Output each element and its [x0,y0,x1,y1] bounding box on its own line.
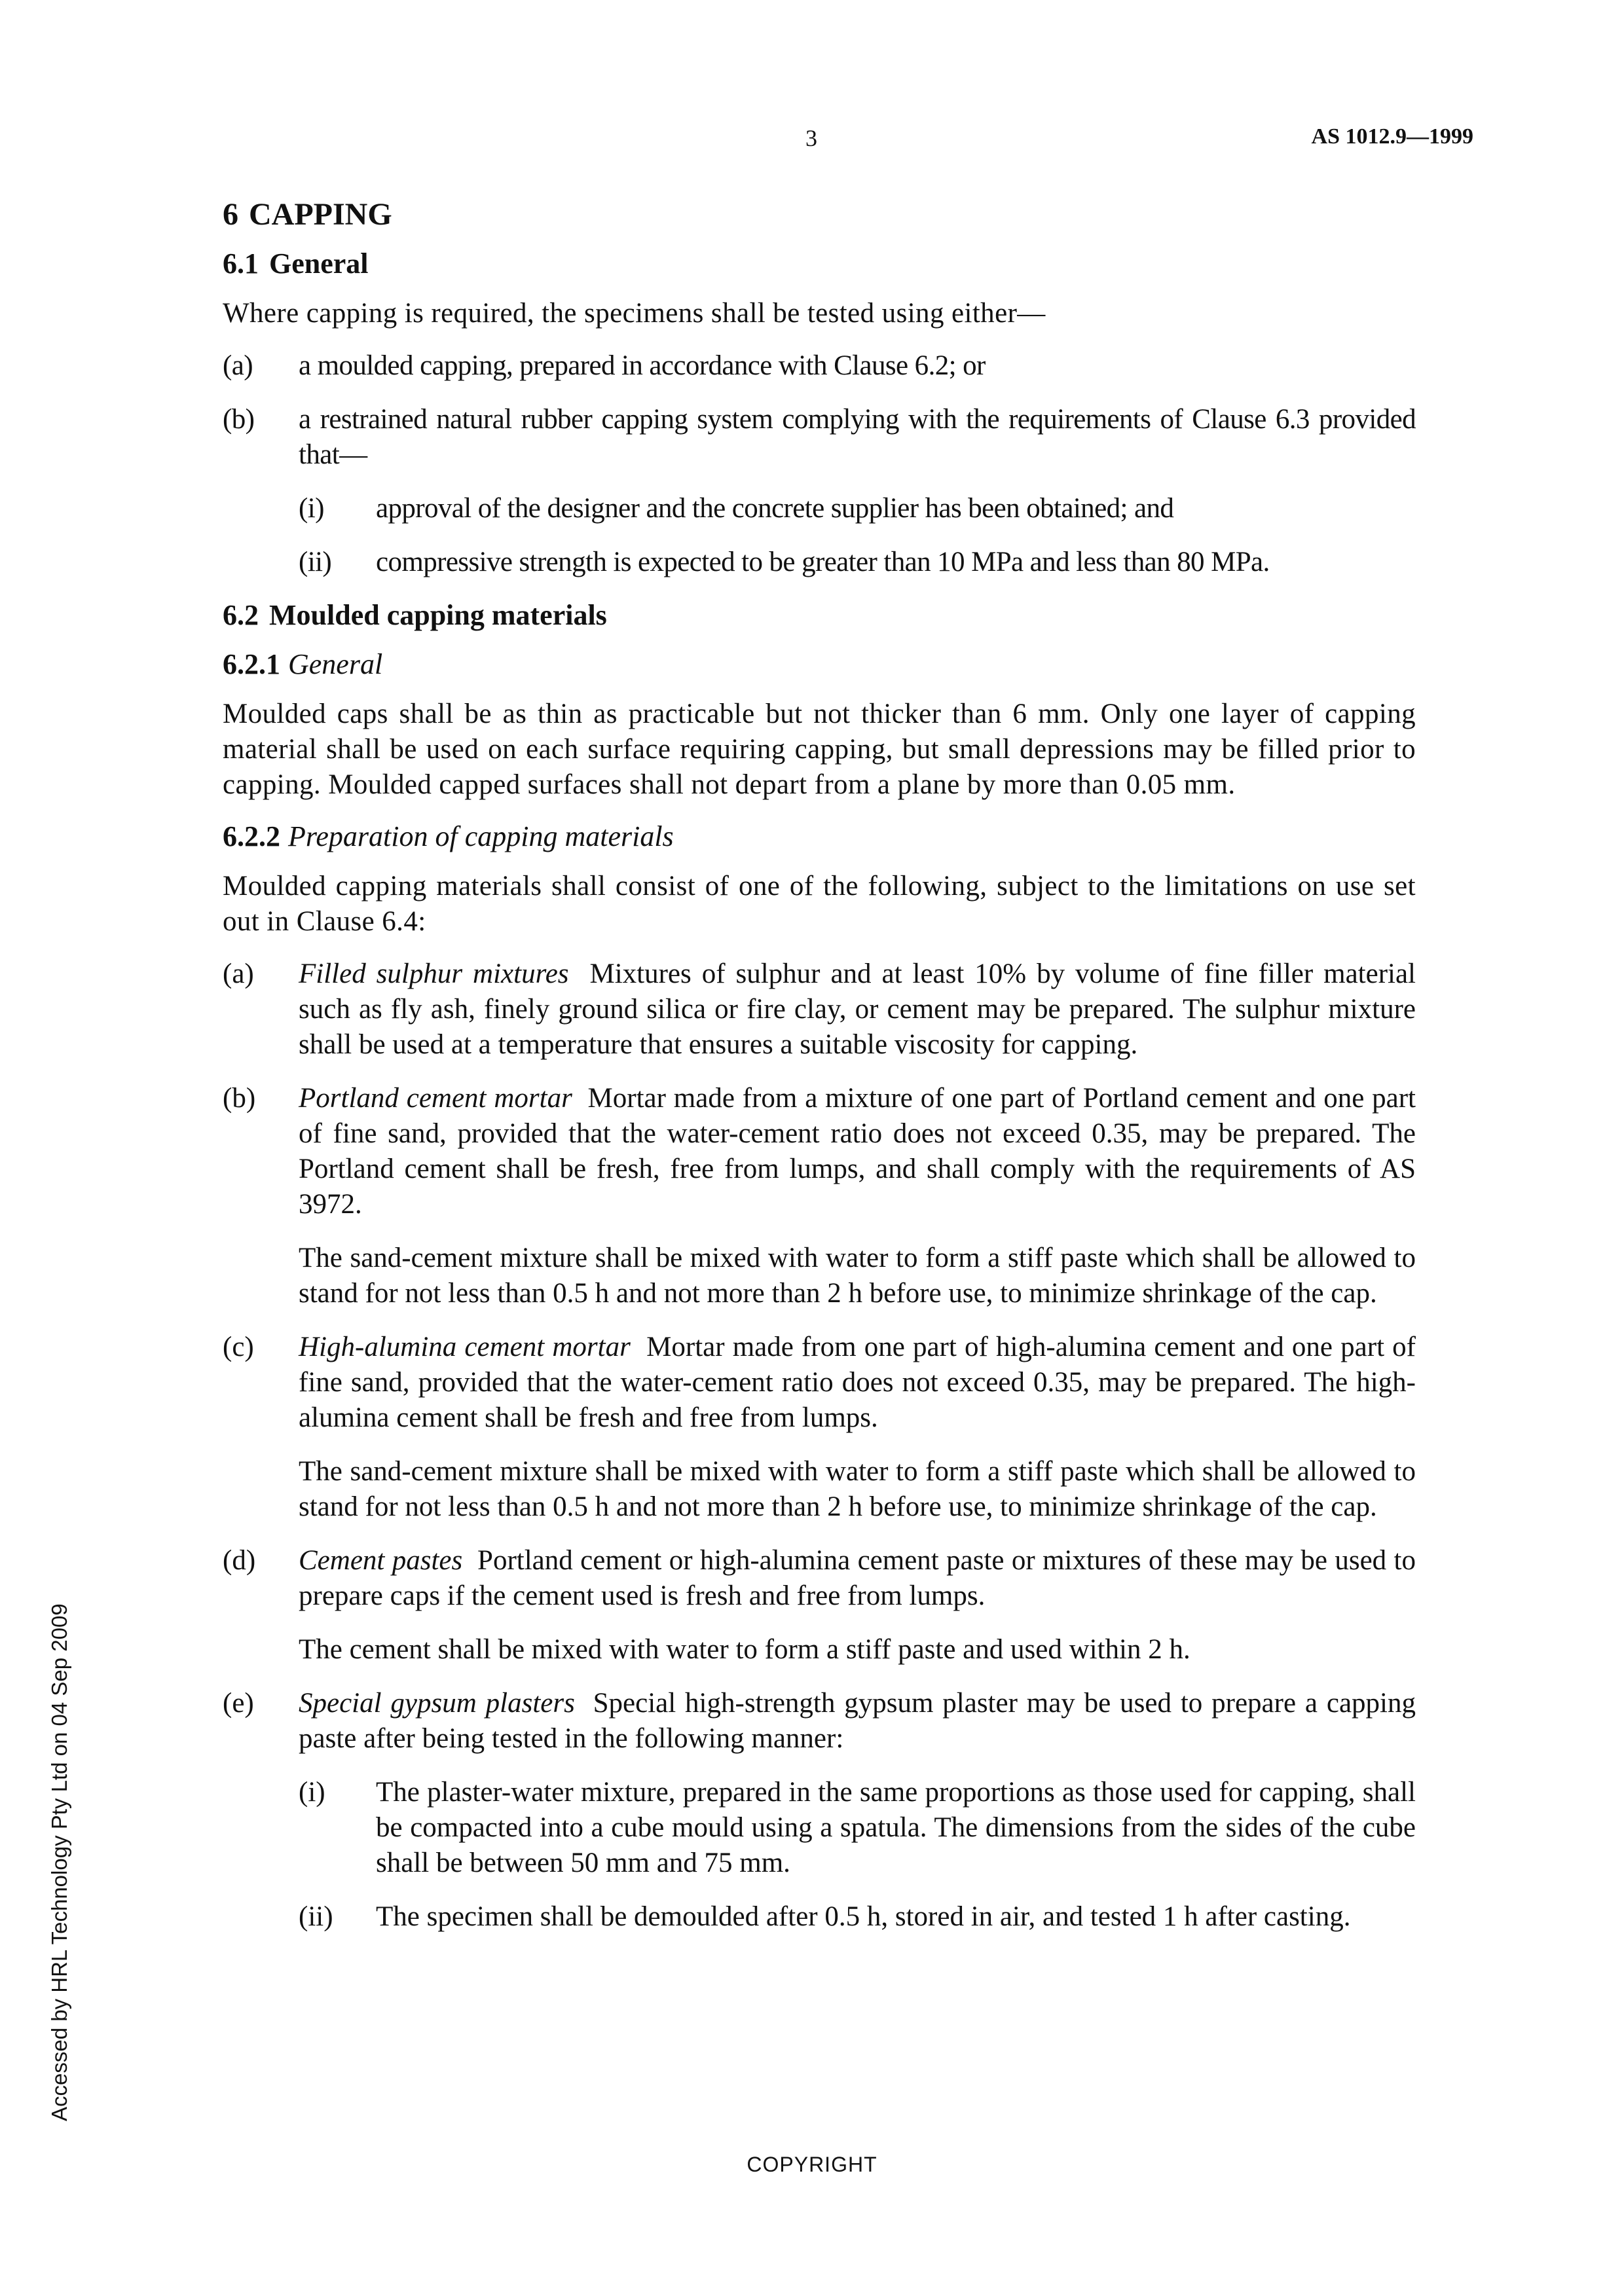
subclause-number: 6.2.1 [223,648,280,680]
subclause-title: General [288,648,383,680]
item-label: (ii) [299,547,332,577]
item-text: compressive strength is expected to be greater than 10 MPa and less than 80 MPa. [376,547,1270,577]
subclause-intro: Moulded capping materials shall consist of one of the following, subject to the limitations on use set out in Clause 6.4: [223,871,1416,937]
clause-title: Moulded capping materials [269,599,607,631]
item-text: The specimen shall be demoulded after 0.5 h, stored in air, and tested 1 h after casting. [376,1901,1351,1932]
item-text: approval of the designer and the concrete supplier has been obtained; and [376,493,1174,524]
clause-heading-6-1 [223,247,1416,280]
item-label: (b) [223,404,255,435]
clause-number: 6.2 [223,599,259,631]
item-text: Special high-strength gypsum plaster may be used to prepare a capping paste after being tested in the following manner: [299,1688,1416,1754]
item-label: (e) [223,1688,254,1719]
list-item [223,348,1416,384]
section-number: 6 [223,197,238,232]
list-item [223,402,1416,473]
item-paragraph: The cement shall be mixed with water to form a stiff paste and used within 2 h. [299,1634,1190,1665]
clause-title: General [269,247,369,280]
sub-list-item [299,1775,1416,1881]
list-item [223,1543,1416,1614]
item-text: Mortar made from a mixture of one part of Portland cement and one part of fine sand, provided that the water-cement ratio does not exceed 0.35, may be prepared. The Portland cement shall be fresh, free from lumps, and shall comply with the requirements of AS 3972. [299,1083,1416,1220]
sub-list-item [299,545,1416,580]
item-label: (i) [299,1777,325,1808]
item-label: (a) [223,958,254,989]
access-watermark: Accessed by HRL Technology Pty Ltd on 04 Sep 2009 [47,1603,71,2121]
subclause-heading-6-2-1 [223,647,1416,681]
subclause-heading-6-2-2 [223,820,1416,853]
subclause-number: 6.2.2 [223,820,280,852]
clause-number: 6.1 [223,247,259,280]
section-title: CAPPING [249,197,392,232]
standard-code: AS 1012.9—1999 [1311,124,1473,149]
item-lead: Filled sulphur mixtures [299,958,569,989]
item-label: (d) [223,1545,256,1576]
item-label: (b) [223,1083,256,1114]
list-item [223,1686,1416,1757]
sub-list-item [299,491,1416,526]
subclause-title: Preparation of capping materials [288,820,674,852]
list-item [223,1330,1416,1436]
subclause-paragraph: Moulded caps shall be as thin as practicable but not thicker than 6 mm. Only one layer of capping material shall be used on each surface requiring capping, but small depressions may be filled prior to capping. Moulded capped surfaces shall not depart from a plane by more than 0.05 mm. [223,699,1416,800]
item-text: a moulded capping, prepared in accordance with Clause 6.2; or [299,350,986,381]
item-label: (i) [299,493,324,524]
item-text: Portland cement or high-alumina cement paste or mixtures of these may be used to prepare caps if the cement used is fresh and free from lumps. [299,1545,1416,1611]
item-text: Mortar made from one part of high-alumina cement and one part of fine sand, provided that the water-cement ratio does not exceed 0.35, may be prepared. The high-alumina cement shall be fresh and free from lumps. [299,1332,1416,1433]
item-text: a restrained natural rubber capping system complying with the requirements of Clause 6.3 provided that— [299,404,1416,470]
item-label: (ii) [299,1901,333,1932]
copyright-footer: COPYRIGHT [747,2153,877,2176]
sub-list-item [299,1899,1416,1935]
item-lead: Cement pastes [299,1545,463,1576]
item-lead: High-alumina cement mortar [299,1332,631,1362]
item-label: (a) [223,350,253,381]
item-lead: Portland cement mortar [299,1083,572,1114]
item-paragraph: The sand-cement mixture shall be mixed with water to form a stiff paste which shall be allowed to stand for not less than 0.5 h and not more than 2 h before use, to minimize shrinkage of the cap. [299,1456,1416,1522]
list-item [223,1081,1416,1222]
item-text: Mixtures of sulphur and at least 10% by volume of fine filler material such as fly ash, finely ground silica or fire clay, or cement may be prepared. The sulphur mixture shall be used at a temperature that ensures a suitable viscosity for capping. [299,958,1416,1060]
clause-intro: Where capping is required, the specimens shall be tested using either— [223,298,1046,329]
page-number: 3 [805,125,817,151]
document-body [223,196,1416,1953]
item-text: The plaster-water mixture, prepared in the same proportions as those used for capping, shall be compacted into a cube mould using a spatula. The dimensions from the sides of the cube shall be between 50 mm and 75 mm. [376,1777,1416,1878]
item-lead: Special gypsum plasters [299,1688,575,1719]
section-heading [223,196,1416,232]
item-paragraph: The sand-cement mixture shall be mixed with water to form a stiff paste which shall be allowed to stand for not less than 0.5 h and not more than 2 h before use, to minimize shrinkage of the cap. [299,1243,1416,1309]
item-label: (c) [223,1332,254,1362]
clause-heading-6-2 [223,598,1416,632]
list-item [223,957,1416,1063]
